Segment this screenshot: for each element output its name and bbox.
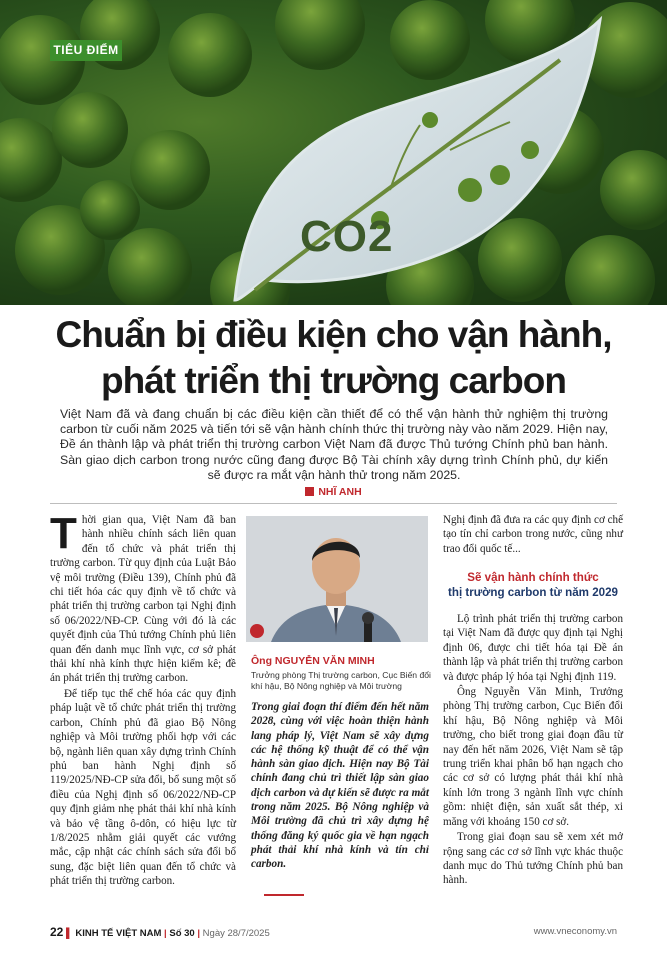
section-tag: TIÊU ĐIỂM [50, 40, 122, 61]
col3-paragraph-3: Trong giai đoạn sau sẽ xem xét mở rộng sang các cơ sở lĩnh vực khác thuộc danh mục do Thủ tướng Chính phủ ban hành. [443, 831, 623, 887]
col3-paragraph-2: Ông Nguyễn Văn Minh, Trưởng phòng Thị trường carbon, Cục Biến đổi khí hậu, Bộ Nông nghiệp và Môi trường, cho biết trong giai đoạn đầu từ nay đến hết năm 2026, Việt Nam sẽ tập trung triển khai phân bổ hạn ngạch cho các cơ sở có lượng phát thải khí nhà kính lớn trong 3 ngành lĩnh vực chính gồm: nhiệt điện, sản xuất sắt thép, xi măng với khoảng 150 cơ sở. [443, 686, 623, 828]
hero-image [0, 0, 667, 305]
divider [50, 503, 617, 504]
footer-marker-icon: ▌ [66, 928, 73, 939]
portrait-illustration [246, 516, 428, 642]
page-number: 22 [50, 925, 64, 939]
drop-cap: T [50, 509, 77, 558]
column-3 [443, 612, 623, 889]
author-name: NHĨ ANH [318, 486, 362, 498]
page-footer [50, 925, 617, 939]
caption-role: Trưởng phòng Thị trường carbon, Cục Biến đổi khí hậu, Bộ Nông nghiệp và Môi trường [251, 670, 431, 691]
website-link[interactable]: www.vneconomy.vn [533, 926, 617, 937]
author-byline [0, 486, 667, 498]
portrait-photo [246, 516, 428, 642]
col1-paragraph-1-text: hời gian qua, Việt Nam đã ban hành nhiều chính sách liên quan đến tổ chức và phát triển thị trường carbon. Từ quy định của Luật Bảo vệ môi trường (Điều 139), Chính phủ đã chi tiết hóa các quy định về tổ chức và phát triển thị trường carbon tại Nghị định số 06/2022/NĐ-CP. Cùng với đó là các quyết định của Thủ tướng Chính phủ liên quan đến danh mục lĩnh vực, cơ sở phát thải khí nhà kính thực hiện kiểm kê; đề án phát triển thị trường carbon. [50, 514, 236, 685]
caption-name: Ông NGUYỄN VĂN MINH [251, 655, 375, 667]
footer-separator-2: | [197, 928, 201, 939]
pull-quote: Trong giai đoạn thí điểm đến hết năm 2028, cùng với việc hoàn thiện hành lang pháp lý, Việt Nam sẽ xây dựng các hệ thống kỹ thuật để có thể vận hành sàn giao dịch. Hiện nay Bộ Tài chính đang chủ trì thiết lập sàn giao dịch carbon và dự kiến sẽ được ra mắt trong năm 2025. Bộ Nông nghiệp và Môi trường đã chủ trì xây dựng hệ thống đăng ký quốc gia về hạn ngạch phát thải khí nhà kính và tín chỉ carbon. [251, 701, 429, 871]
col1-paragraph-2: Để tiếp tục thể chế hóa các quy định pháp luật về tổ chức phát triển thị trường carbon, Chính phủ đã giao Bộ Nông nghiệp và Môi trường phối hợp với các bộ, ngành liên quan xây dựng trình Chính phủ ban hành Nghị định số 119/2025/NĐ-CP sửa đổi, bổ sung một số điều của Nghị định số 06/2022/NĐ-CP quy định giảm nhẹ phát thải khí nhà kính và bảo vệ tầng ô-dôn, có hiệu lực từ 1/8/2025 nhằm giải quyết các vướng mắc, cập nhật các chính sách sửa đổi bổ sung, đặc biệt liên quan đến tổ chức và phát triển thị trường carbon. [50, 687, 236, 888]
magazine-name: KINH TẾ VIỆT NAM [75, 928, 162, 939]
title-line-2: phát triển thị trường carbon [101, 360, 566, 401]
lead-paragraph: Việt Nam đã và đang chuẩn bị các điều kiện cần thiết để có thể vận hành thử nghiệm thị trường carbon từ cuối năm 2025 và tiến tới sẽ vận hành chính thức thị trường này vào năm 2029. Hiện nay, Đề án thành lập và phát triển thị trường carbon Việt Nam đã được Thủ tướng Chính phủ ban hành. Sàn giao dịch carbon trong nước cũng đang được Bộ Tài chính xây dựng trình Chính phủ, dự kiến sẽ được ra mắt vận hành thử trong năm 2025. [60, 407, 608, 482]
subheading-line-1: Sẽ vận hành chính thức [467, 571, 599, 584]
author-marker-icon [305, 487, 314, 496]
column-1 [50, 509, 236, 890]
quote-underline [264, 894, 304, 896]
issue-number: Số 30 [169, 928, 195, 939]
issue-date: Ngày 28/7/2025 [202, 928, 270, 939]
title-line-1: Chuẩn bị điều kiện cho vận hành, [55, 314, 612, 355]
col3-paragraph-1: Lộ trình phát triển thị trường carbon tại Việt Nam đã được quy định tại Nghị định 06, được chi tiết hóa tại Đề án thành lập và phát triển thị trường carbon và được pháp lý hóa tại Nghị định 119. [443, 613, 623, 683]
col3-paragraph-0: Nghị định đã đưa ra các quy định cơ chế tạo tín chỉ carbon trong nước, cũng như trao đổi quốc tế... [443, 514, 623, 555]
co2-label: CO2 [300, 212, 394, 261]
article-title [40, 312, 627, 404]
photo-corner-logo-icon [250, 624, 264, 638]
column-3-top [443, 513, 623, 557]
subheading [443, 570, 623, 600]
footer-separator: | [164, 928, 167, 939]
subheading-line-2: thị trường carbon từ năm 2029 [448, 586, 618, 599]
col1-paragraph-1 [50, 509, 236, 686]
